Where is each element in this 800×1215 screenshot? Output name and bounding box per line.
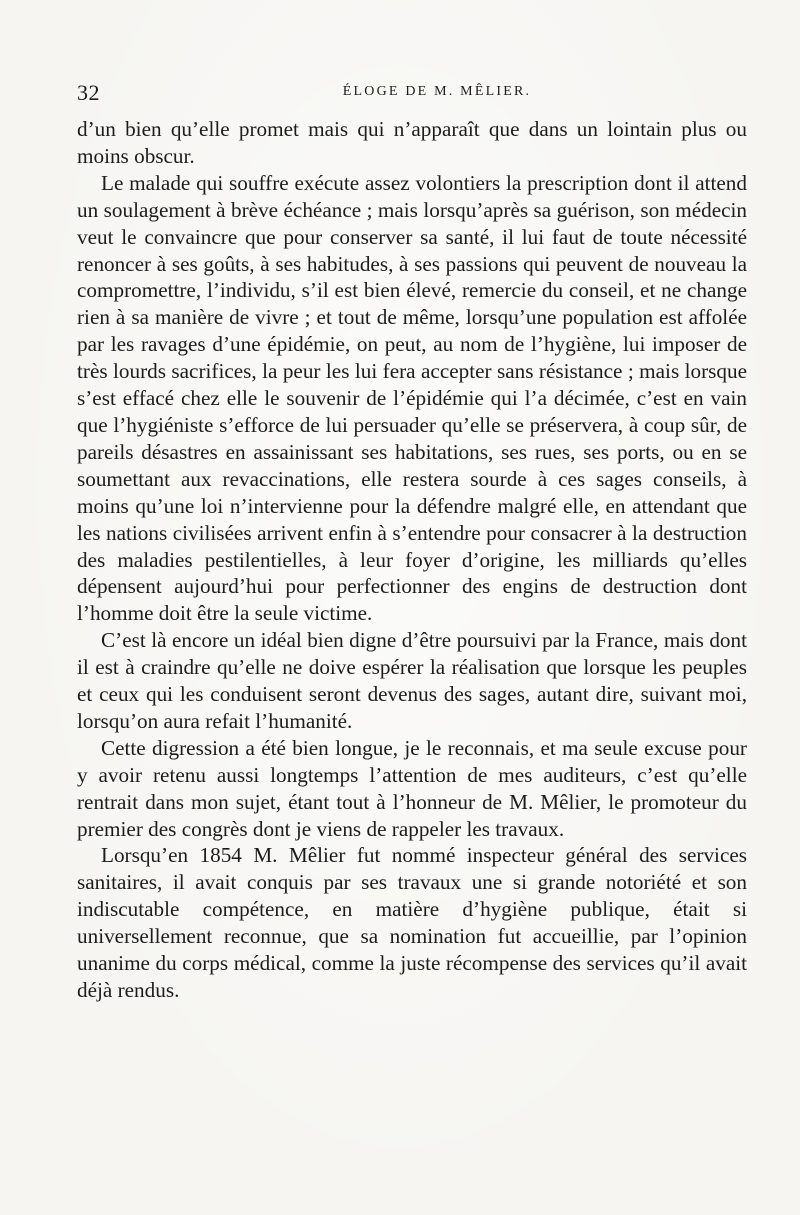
paragraph: Cette digression a été bien longue, je le reconnais, et ma seule excuse pour y avoir retenu aussi longtemps l’attention de mes auditeurs, c’est qu’elle rentrait dans mon sujet, étant tout à l’honneur de M. Mêlier, le promoteur du premier des congrès dont je viens de rappeler les travaux.: [77, 735, 747, 841]
running-title: ÉLOGE DE M. MÊLIER.: [342, 84, 532, 99]
paragraph-continued: d’un bien qu’elle promet mais qui n’apparaît que dans un lointain plus ou moins obscur.: [77, 117, 747, 168]
paragraph: C’est là encore un idéal bien digne d’être poursuivi par la France, mais dont il est à craindre qu’elle ne doive espérer la réalisation que lorsque les peuples et ceux qui les conduisent seront devenus des sages, autant dire, suivant moi, lorsqu’on aura refait l’humanité.: [77, 628, 747, 733]
paragraph: Lorsqu’en 1854 M. Mêlier fut nommé inspecteur général des services sanitaires, il avait conquis par ses travaux une si grande notoriété et son indiscutable compétence, en matière d’hygiène publique, était si universellement reconnue, que sa nomination fut accueillie, par l’opinion unanime du corps médical, comme la juste récompense des services qu’il avait déjà rendus.: [77, 843, 747, 1002]
paragraph: Le malade qui souffre exécute assez volontiers la prescription dont il attend un soulagement à brève échéance ; mais lorsqu’après sa guérison, son médecin veut le convaincre que pour conserver sa santé, il lui faut de toute nécessité renoncer à ses goûts, à ses habitudes, à ses passions qui peuvent de nouveau la compromettre, l’individu, s’il est bien élevé, remercie du conseil, et ne change rien à sa manière de vivre ; et tout de même, lorsqu’une population est affolée par les ravages d’une épidémie, on peut, au nom de l’hygiène, lui imposer de très lourds sacrifices, la peur les lui fera accepter sans résistance ; mais lorsque s’est effacé chez elle le souvenir de l’épidémie qui l’a décimée, c’est en vain que l’hygiéniste s’efforce de lui persuader qu’elle se préservera, à coup sûr, de pareils désastres en assainissant ses habitations, ses rues, ses ports, ou en se soumettant aux revaccinations, elle restera sourde à ces sages conseils, à moins qu’une loi n’intervienne pour la défendre malgré elle, en attendant que les nations civilisées arrivent enfin à s’entendre pour consacrer à la destruction des maladies pestilentielles, à leur foyer d’origine, les milliards qu’elles dépensent aujourd’hui pour perfectionner des engins de destruction dont l’homme doit être la seule victime.: [77, 170, 747, 626]
body-text: [77, 116, 747, 1004]
page-number: 32: [77, 80, 100, 105]
page-header: [77, 80, 745, 104]
